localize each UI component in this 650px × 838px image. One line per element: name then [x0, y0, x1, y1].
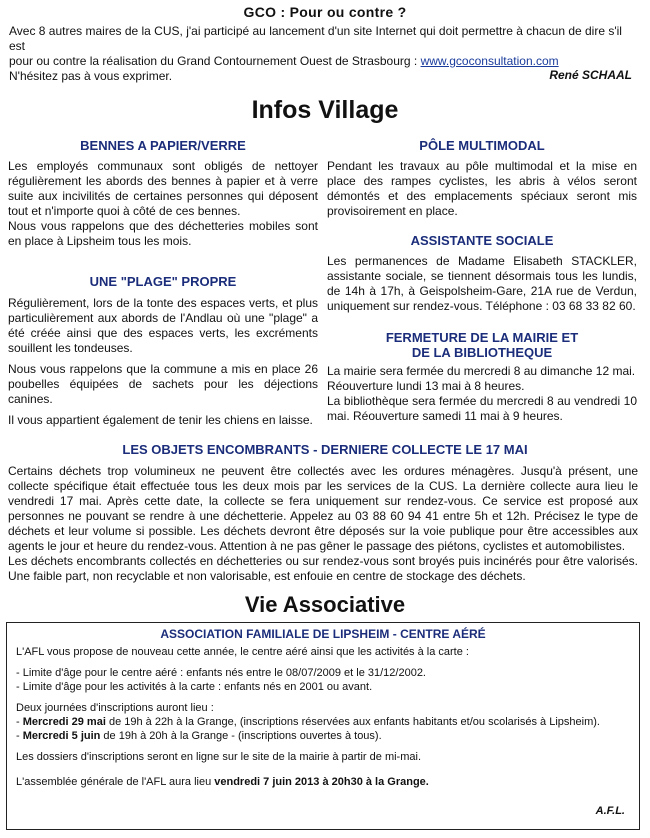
gco-line-2 — [9, 54, 639, 69]
plage-p3: Il vous appartient également de tenir les chiens en laisse. — [8, 413, 313, 427]
afl-assemblee-start: L'assemblée générale de l'AFL aura lieu — [16, 776, 215, 788]
fermeture-text — [327, 364, 637, 424]
pole-p1: Pendant les travaux au pôle multimodal et la mise en place des rampes cyclistes, les abris à vélos seront démontés et des emplacements spéciaux seront mis provisoirement en place. — [327, 159, 637, 218]
plage-p2: Nous vous rappelons que la commune a mis en place 26 poubelles équipées de sachets pour les déjections canines. — [8, 362, 318, 406]
bennes-title: BENNES A PAPIER/VERRE — [80, 138, 246, 153]
plage-text — [8, 296, 318, 428]
fermeture-title-1: FERMETURE DE LA MAIRIE ET — [385, 330, 579, 345]
afl-journees: Deux journées d'inscriptions auront lieu : — [16, 702, 214, 714]
bennes-text — [8, 159, 318, 249]
gco-title: GCO : Pour ou contre ? — [243, 4, 407, 20]
afl-intro: L'AFL vous propose de nouveau cette année, le centre aéré ainsi que les activités à la carte : — [16, 646, 469, 658]
infos-village-title: Infos Village — [251, 96, 399, 124]
fermeture-title-2: DE LA BIBLIOTHEQUE — [411, 345, 553, 360]
afl-dossiers: Les dossiers d'inscriptions seront en ligne sur le site de la mairie à partir de mi-mai. — [16, 751, 421, 763]
afl-assemblee — [16, 775, 628, 789]
afl-title: ASSOCIATION FAMILIALE DE LIPSHEIM - CENTRE AÉRÉ — [160, 627, 486, 641]
afl-journee-2: - Mercredi 5 juin de 19h à 20h à la Grange - (inscriptions ouvertes à tous). — [16, 730, 382, 742]
plage-p1: Régulièrement, lors de la tonte des espaces verts, et plus particulièrement aux abords de l'Andlau où une "plage" a été créée ainsi que des espaces verts, les excréments souillent les tondeuses. — [8, 296, 318, 355]
pole-title: PÔLE MULTIMODAL — [419, 138, 545, 153]
pole-text — [327, 159, 637, 219]
objets-title: LES OBJETS ENCOMBRANTS - DERNIERE COLLECTE LE 17 MAI — [122, 442, 528, 457]
fermeture-title — [327, 330, 637, 360]
fermeture-l2: Réouverture lundi 13 mai à 8 heures. — [327, 379, 525, 393]
gco-line-3: N'hésitez pas à vous exprimer. — [9, 69, 173, 83]
gco-signature: René SCHAAL — [549, 68, 632, 82]
fermeture-l3: La bibliothèque sera fermée du mercredi 8 au vendredi 10 mai. Réouverture samedi 11 mai à 9 heures. — [327, 394, 637, 423]
afl-content — [16, 645, 628, 789]
bennes-p1: Les employés communaux sont obligés de nettoyer régulièrement les abords des bennes à papier et à verre suite aux incivilités de certaines personnes qui déposent tout et n'importe quoi à côté de ces bennes. — [8, 159, 318, 218]
afl-signature: A.F.L. — [595, 805, 625, 817]
afl-limit-1: - Limite d'âge pour le centre aéré : enfants nés entre le 08/07/2009 et le 31/12/2002. — [16, 667, 426, 679]
fermeture-l1: La mairie sera fermée du mercredi 8 au dimanche 12 mai. — [327, 364, 636, 378]
afl-assemblee-date: vendredi 7 juin 2013 à 20h30 à la Grange. — [214, 776, 429, 788]
gco-text — [9, 24, 639, 84]
afl-journee-1-date: Mercredi 29 mai — [22, 716, 106, 728]
plage-title: UNE "PLAGE" PROPRE — [89, 274, 237, 289]
objets-p2: Les déchets encombrants collectés en déchetteries ou sur rendez-vous sont broyés puis incinérés pour être valorisés. Une faible part, non recyclable et non valorisable, est enfouie en centre de stockage des déchets. — [8, 554, 638, 583]
gco-line-2-text: pour ou contre la réalisation du Grand Contournement Ouest de Strasbourg : — [9, 54, 421, 68]
afl-journee-2-date: Mercredi 5 juin — [22, 730, 101, 742]
objets-p1: Certains déchets trop volumineux ne peuvent être collectés avec les ordures ménagères. Jusqu'à présent, une collecte spécifique était effectuée tous les deux mois par les services de la CUS. La dernière collecte aura lieu le vendredi 17 mai. Après cette date, la collecte se fera uniquement sur rendez-vous. Ce service est proposé aux personnes ne pouvant se rendre à une déchetterie. Appelez au 03 88 60 94 41 entre 5h et 12h. Précisez le type de déchets et leur volume si possible. Les déchets devront être déposés sur la voie publique pour être accessibles aux agents le jour et heure du rendez-vous. Attention à ne pas gêner le passage des piétons, cyclistes et automobilistes. — [8, 464, 638, 553]
afl-journee-2-rest: de 19h à 20h à la Grange - (inscriptions ouvertes à tous). — [100, 730, 382, 742]
bennes-p2: Nous vous rappelons que des déchetteries mobiles sont en place à Lipsheim tous les mois. — [8, 219, 318, 248]
gco-link[interactable]: www.gcoconsultation.com — [420, 54, 559, 68]
assistante-title: ASSISTANTE SOCIALE — [410, 233, 554, 248]
objets-text — [8, 464, 638, 584]
vie-associative-title: Vie Associative — [244, 592, 406, 617]
gco-line-1: Avec 8 autres maires de la CUS, j'ai participé au lancement d'un site Internet qui doit permettre à chacun de dire s'il est — [9, 24, 622, 53]
afl-limit-2: - Limite d'âge pour les activités à la carte : enfants nés en 2001 ou avant. — [16, 681, 373, 693]
afl-journee-1-rest: de 19h à 22h à la Grange, (inscriptions réservées aux enfants habitants et/ou scolarisés à Lipsheim). — [105, 716, 600, 728]
assistante-p1: Les permanences de Madame Elisabeth STACKLER, assistante sociale, se tiennent désormais tous les lundis, de 14h à 17h, à Geispolsheim-Gare, 21A rue de Verdun, uniquement sur rendez-vous. Téléphone : 03 68 33 82 60. — [327, 254, 637, 313]
afl-box — [6, 622, 640, 830]
afl-journee-1: - Mercredi 29 mai de 19h à 22h à la Grange, (inscriptions réservées aux enfants habitants et/ou scolarisés à Lipsheim). — [16, 716, 600, 728]
assistante-text — [327, 254, 637, 314]
